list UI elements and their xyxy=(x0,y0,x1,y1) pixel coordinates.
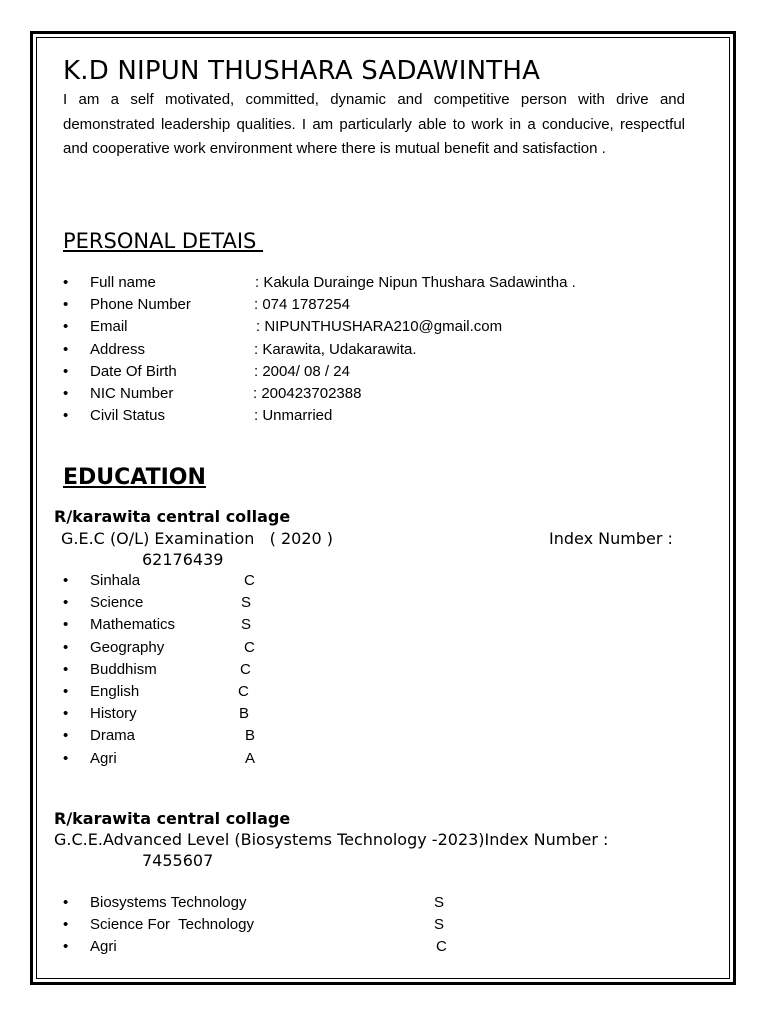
detail-value: : 2004/ 08 / 24 xyxy=(254,362,350,380)
list-item xyxy=(63,703,363,725)
ol-exam-title: G.E.C (O/L) Examination ( 2020 ) xyxy=(61,529,334,548)
ol-school-name: R/karawita central collage xyxy=(54,507,291,526)
detail-label: Date Of Birth xyxy=(90,362,177,380)
subject-name: Geography xyxy=(90,638,165,656)
ol-subjects-list xyxy=(63,570,363,770)
subject-name: Biosystems Technology xyxy=(90,894,247,911)
subject-grade: C xyxy=(436,938,447,956)
list-item xyxy=(63,892,483,914)
list-item xyxy=(63,361,683,383)
al-index-number: 7455607 xyxy=(142,851,214,870)
al-school-name: R/karawita central collage xyxy=(54,809,291,828)
subject-name: Buddhism xyxy=(90,660,157,678)
ol-index-number: 62176439 xyxy=(142,550,224,569)
detail-label: Civil Status xyxy=(90,407,166,425)
candidate-name: K.D NIPUN THUSHARA SADAWINTHA xyxy=(63,56,541,86)
list-item xyxy=(63,681,363,703)
subject-name: Science For Technology xyxy=(90,916,254,934)
subject-name: Sinhala xyxy=(90,572,141,589)
detail-label: Email xyxy=(90,318,128,336)
subject-name: History xyxy=(90,705,137,723)
detail-value: : 200423702388 xyxy=(253,384,362,402)
list-item xyxy=(63,914,483,936)
list-item xyxy=(63,614,363,636)
subject-grade: B xyxy=(245,727,256,745)
subject-grade: C xyxy=(240,660,251,678)
subject-grade: S xyxy=(434,894,445,911)
subject-name: Mathematics xyxy=(90,616,176,634)
detail-label: NIC Number xyxy=(90,384,174,402)
detail-label: Full name xyxy=(90,274,156,291)
subject-grade: B xyxy=(239,705,250,723)
al-exam-title: G.C.E.Advanced Level (Biosystems Technology -2023)Index Number : xyxy=(54,830,609,849)
detail-value: : Unmarried xyxy=(254,407,333,425)
list-item xyxy=(63,316,683,338)
list-item xyxy=(63,570,363,592)
subject-name: Agri xyxy=(90,749,117,767)
list-item xyxy=(63,294,683,316)
subject-name: Drama xyxy=(90,727,136,745)
detail-value: : Kakula Durainge Nipun Thushara Sadawintha . xyxy=(255,274,576,291)
list-item xyxy=(63,725,363,747)
intro-paragraph: I am a self motivated, committed, dynamic and competitive person with drive and demonstrated leadership qualities. I am particularly able to work in a conducive, respectful and cooperative work environment where there is mutual benefit and satisfaction . xyxy=(63,91,685,157)
list-item xyxy=(63,748,363,770)
subject-name: Agri xyxy=(90,938,117,956)
detail-value: : 074 1787254 xyxy=(254,296,350,314)
subject-grade: C xyxy=(244,638,255,656)
subject-grade: S xyxy=(241,616,252,634)
detail-value: : NIPUNTHUSHARA210@gmail.com xyxy=(256,318,503,336)
list-item xyxy=(63,936,483,958)
subject-name: Science xyxy=(90,594,144,612)
subject-grade: C xyxy=(238,682,249,700)
ol-index-label: Index Number : xyxy=(549,529,673,548)
subject-grade: C xyxy=(244,572,255,589)
list-item xyxy=(63,383,683,405)
list-item xyxy=(63,592,363,614)
subject-grade: S xyxy=(434,916,445,934)
list-item xyxy=(63,637,363,659)
subject-name: English xyxy=(90,682,140,700)
list-item xyxy=(63,659,363,681)
al-subjects-list xyxy=(63,892,483,959)
personal-details-list xyxy=(63,272,683,427)
education-heading: EDUCATION xyxy=(63,465,206,490)
detail-label: Address xyxy=(90,340,146,358)
personal-details-heading: PERSONAL DETAIS xyxy=(63,229,264,253)
detail-value: : Karawita, Udakarawita. xyxy=(254,340,417,358)
list-item xyxy=(63,405,683,427)
list-item xyxy=(63,272,683,294)
list-item xyxy=(63,339,683,361)
detail-label: Phone Number xyxy=(90,296,191,314)
subject-grade: S xyxy=(241,594,252,612)
subject-grade: A xyxy=(245,749,256,767)
